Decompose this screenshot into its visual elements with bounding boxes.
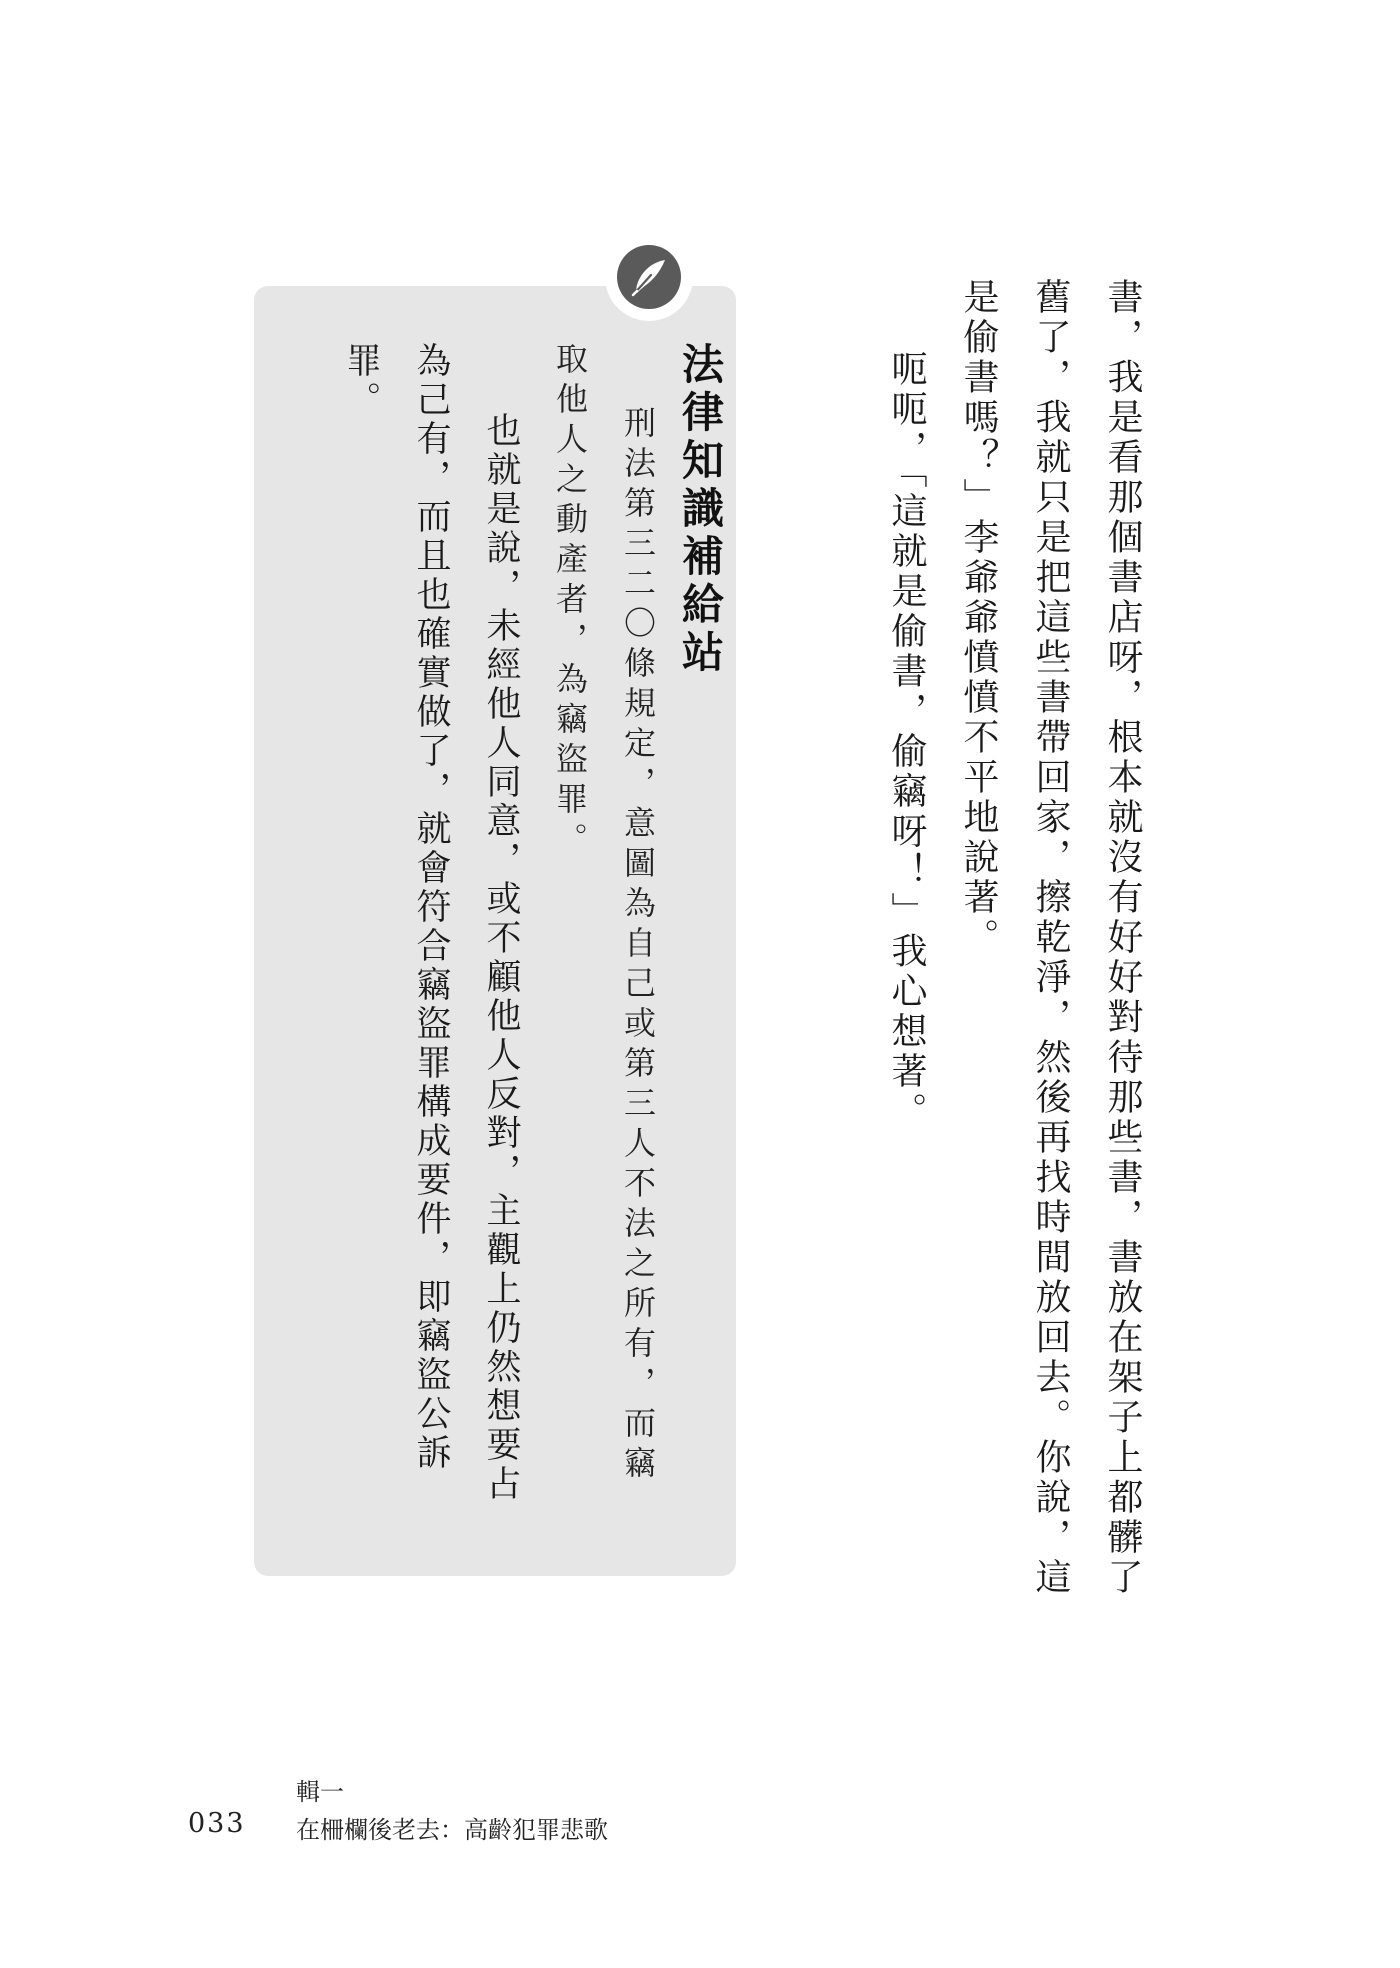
legal-knowledge-title: 法律知識補給站 — [676, 342, 725, 678]
legal-explanation: 也就是說，未經他人同意，或不顧他人反對，主觀上仍然想要占為己有，而且也確實做了，就會符合竊盜罪構成要件，即竊盜公訴罪。 — [341, 342, 521, 1504]
chapter-label: 輯一 — [296, 1778, 344, 1806]
narrative-paragraph-1: 書，我是看那個書店呀，根本就沒有好好對待那些書，書放在架子上都髒了舊了，我就只是把這些書帶回家，擦乾淨，然後再找時間放回去。你說，這是偷書嗎？」李爺爺憤憤不平地說著。 — [958, 278, 1143, 1598]
page-number: 033 — [188, 1808, 246, 1839]
chapter-title: 在柵欄後老去：高齡犯罪悲歌 — [296, 1816, 608, 1844]
narrative-paragraph-2: 呃呃，「這就是偷書，偷竊呀！」我心想著。 — [886, 350, 927, 1132]
criminal-law-quote: 刑法第三二〇條規定，意圖為自己或第三人不法之所有，而竊取他人之動產者，為竊盜罪。 — [551, 342, 657, 1486]
narrative-text — [870, 278, 1158, 1598]
legal-knowledge-content — [326, 342, 728, 1532]
feather-icon — [605, 233, 693, 321]
